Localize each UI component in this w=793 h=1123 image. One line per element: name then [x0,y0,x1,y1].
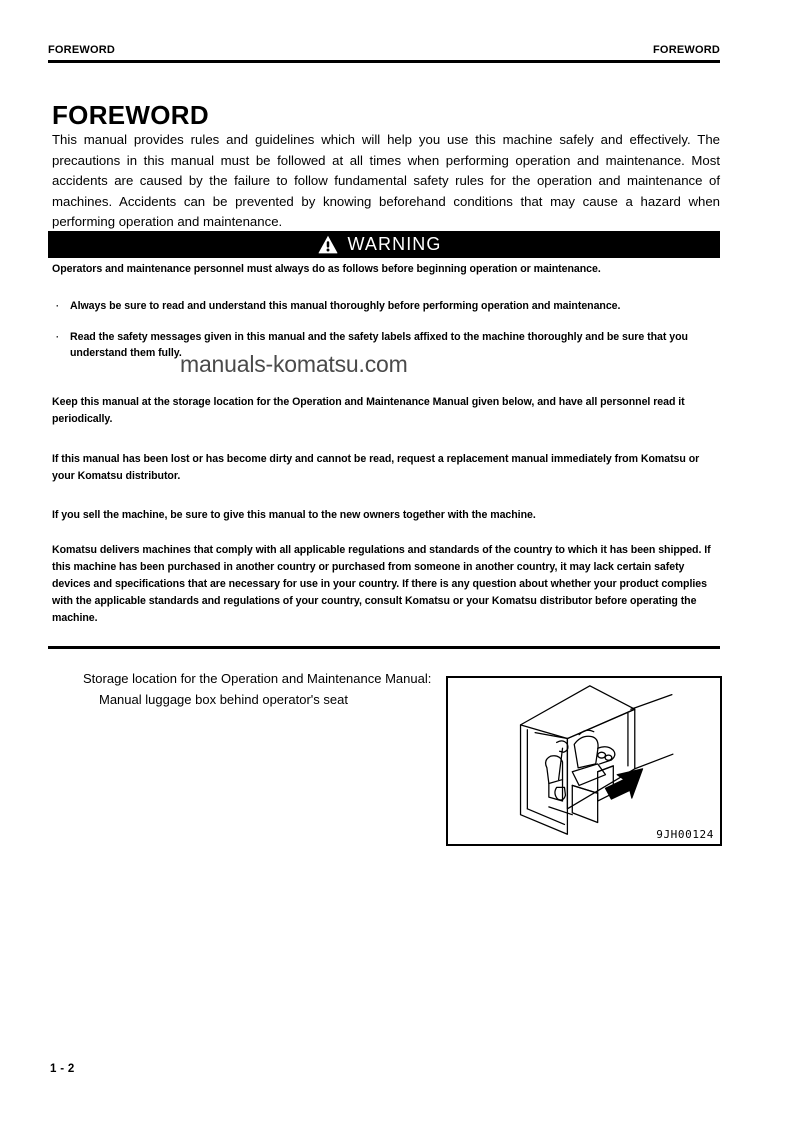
bullet-marker-icon: · [56,301,59,311]
header-divider [48,60,720,63]
storage-location-figure [446,676,722,846]
header-left-label: FOREWORD [48,44,115,56]
intro-paragraph: This manual provides rules and guidelines which will help you use this machine safely and effectively. The precautions in this manual must be followed at all times when performing operation and maintenance. Most accidents are caused by the failure to follow fundamental safety rules for the operation and maintenance of machines. Accidents can be prevented by knowing beforehand conditions that may cause a hazard when performing operation and maintenance. [52,132,720,229]
footer-page-number: 1 - 2 [50,1063,75,1075]
page-title: FOREWORD [52,100,209,130]
paragraph-lost-manual: If this manual has been lost or has become dirty and cannot be read, request a replacement manual immediately from Komatsu or your Komatsu distributor. [52,453,700,482]
header-right-label: FOREWORD [653,44,720,56]
warning-banner [48,231,720,258]
figure-id-label: 9JH00124 [656,828,714,841]
paragraph-keep-manual: Keep this manual at the storage location for the Operation and Maintenance Manual given below, and have all personnel read it periodically. [52,396,685,425]
bullet-text: Always be sure to read and understand this manual thoroughly before performing operation and maintenance. [70,300,621,312]
page-header [48,44,720,56]
warning-triangle-icon [318,235,338,254]
watermark: manuals-komatsu.com [180,351,408,377]
storage-location-caption [83,668,443,710]
warning-label: WARNING [347,234,442,254]
storage-caption-line-2: Manual luggage box behind operator's seat [99,692,348,707]
storage-caption-line-1: Storage location for the Operation and Maintenance Manual: [83,671,432,686]
bullet-marker-icon: · [56,332,59,342]
bullet-text: Read the safety messages given in this manual and the safety labels affixed to the machine thoroughly and be sure that you understand them fully. [70,331,688,359]
pointer-arrow-icon [605,769,642,799]
section-divider [48,646,720,649]
operator-cab-illustration [448,678,720,844]
paragraph-sell-machine: If you sell the machine, be sure to give this manual to the new owners together with the machine. [52,509,536,521]
list-item [52,298,720,314]
warning-lead-text: Operators and maintenance personnel must always do as follows before beginning operation or maintenance. [52,263,601,275]
paragraph-compliance: Komatsu delivers machines that comply with all applicable regulations and standards of the country to which it has been shipped. If this machine has been purchased in another country or purchased from someone in another country, it may lack certain safety devices and specifications that are necessary for use in your country. If there is any question about whether your product complies with the applicable standards and regulations of your country, consult Komatsu or your Komatsu distributor before operating the machine. [52,544,711,624]
warning-banner-content [318,235,441,254]
